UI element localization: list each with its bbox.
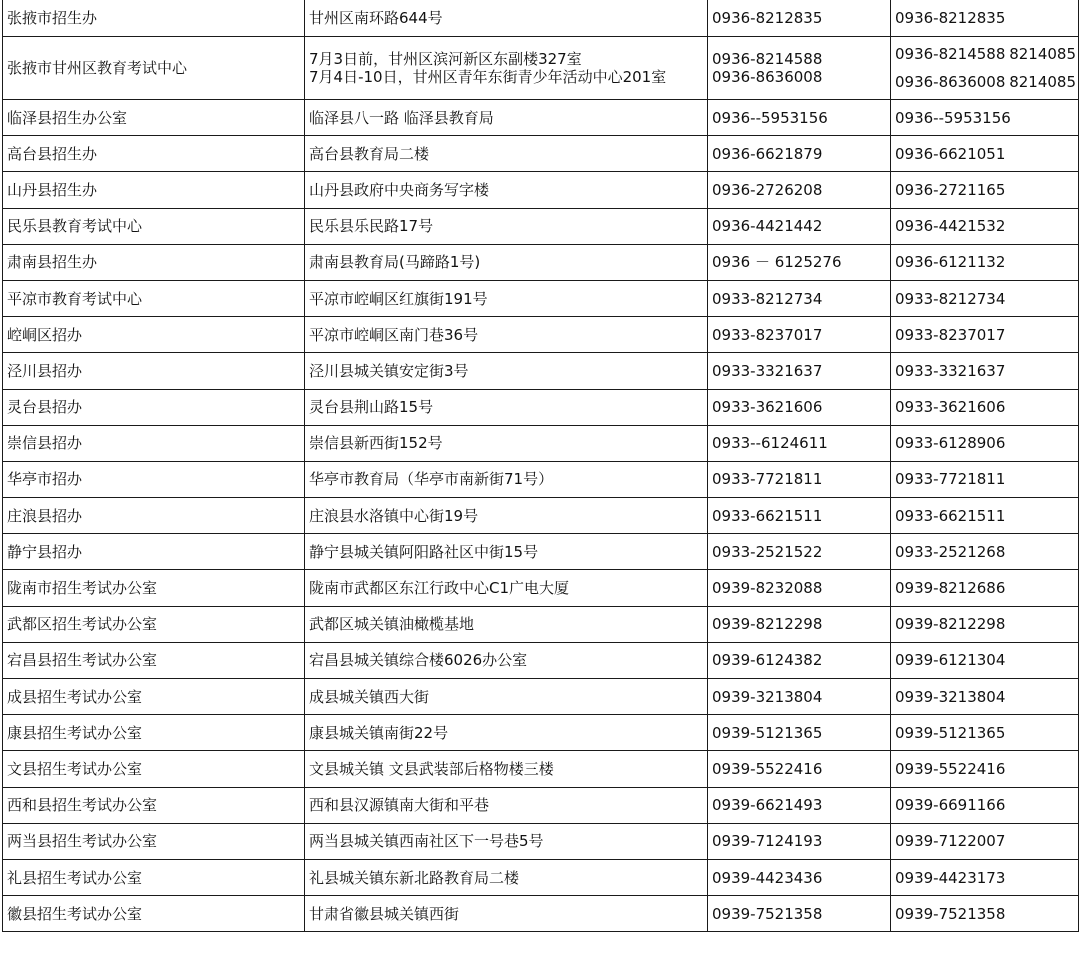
phone-fax-cell: 0939-5522416 bbox=[891, 751, 1079, 787]
phone-line: 0936-8636008 bbox=[712, 68, 823, 86]
address-cell: 成县城关镇西大街 bbox=[305, 679, 708, 715]
table-row bbox=[3, 679, 1079, 715]
phone-fax-cell: 0939-4423173 bbox=[891, 859, 1079, 895]
phone-cell: 0933-8212734 bbox=[708, 280, 891, 316]
table-row bbox=[3, 896, 1079, 932]
table-row bbox=[3, 100, 1079, 136]
address-cell: 甘肃省徽县城关镇西街 bbox=[305, 896, 708, 932]
phone-cell: 0939-5522416 bbox=[708, 751, 891, 787]
phone-cell: 0939-7124193 bbox=[708, 823, 891, 859]
table-row bbox=[3, 642, 1079, 678]
office-name-cell: 康县招生考试办公室 bbox=[3, 715, 305, 751]
address-cell: 崇信县新西街152号 bbox=[305, 425, 708, 461]
address-cell: 山丹县政府中央商务写字楼 bbox=[305, 172, 708, 208]
address-cell: 平凉市崆峒区红旗街191号 bbox=[305, 280, 708, 316]
table-row bbox=[3, 715, 1079, 751]
address-cell: 泾川县城关镇安定街3号 bbox=[305, 353, 708, 389]
phone-fax-cell: 0939-8212298 bbox=[891, 606, 1079, 642]
table-row bbox=[3, 389, 1079, 425]
phone-cell: 0933-3321637 bbox=[708, 353, 891, 389]
phone-extension: 8214085 bbox=[1009, 73, 1076, 91]
phone-fax-cell: 0933-3321637 bbox=[891, 353, 1079, 389]
phone-fax-cell: 0936-6621051 bbox=[891, 136, 1079, 172]
table-row bbox=[3, 0, 1079, 37]
address-cell: 临泽县八一路 临泽县教育局 bbox=[305, 100, 708, 136]
office-name-cell: 庄浪县招办 bbox=[3, 498, 305, 534]
table-row bbox=[3, 787, 1079, 823]
phone-cell: 0939-4423436 bbox=[708, 859, 891, 895]
address-cell: 高台县教育局二楼 bbox=[305, 136, 708, 172]
address-cell: 肃南县教育局(马蹄路1号) bbox=[305, 244, 708, 280]
phone-cell: 0939-6621493 bbox=[708, 787, 891, 823]
phone-cell bbox=[708, 37, 891, 100]
phone-fax-line bbox=[895, 45, 1078, 63]
office-name-cell: 华亭市招办 bbox=[3, 461, 305, 497]
table-row bbox=[3, 751, 1079, 787]
office-name-cell: 崇信县招办 bbox=[3, 425, 305, 461]
address-cell: 康县城关镇南街22号 bbox=[305, 715, 708, 751]
office-name-cell: 崆峒区招办 bbox=[3, 317, 305, 353]
phone-cell: 0936--5953156 bbox=[708, 100, 891, 136]
office-name-cell: 高台县招生办 bbox=[3, 136, 305, 172]
phone-fax-line bbox=[895, 73, 1078, 91]
phone-fax-cell: 0933-7721811 bbox=[891, 461, 1079, 497]
phone-fax-cell: 0933-2521268 bbox=[891, 534, 1079, 570]
phone-cell: 0936-6621879 bbox=[708, 136, 891, 172]
phone-fax-cell: 0936-4421532 bbox=[891, 208, 1079, 244]
office-name-cell: 西和县招生考试办公室 bbox=[3, 787, 305, 823]
phone-line: 0936-8214588 bbox=[712, 50, 823, 68]
office-name-cell: 静宁县招办 bbox=[3, 534, 305, 570]
phone-fax-cell: 0939-6691166 bbox=[891, 787, 1079, 823]
office-name-cell: 两当县招生考试办公室 bbox=[3, 823, 305, 859]
phone-fax-cell: 0936--5953156 bbox=[891, 100, 1079, 136]
phone-fax-cell bbox=[891, 37, 1079, 100]
office-name-cell: 灵台县招办 bbox=[3, 389, 305, 425]
address-line: 7月3日前，甘州区滨河新区东副楼327室 bbox=[309, 50, 582, 68]
phone-fax-cell: 0936-2721165 bbox=[891, 172, 1079, 208]
phone-fax-cell: 0933-8237017 bbox=[891, 317, 1079, 353]
phone-fax-cell: 0939-3213804 bbox=[891, 679, 1079, 715]
address-cell: 西和县汉源镇南大街和平巷 bbox=[305, 787, 708, 823]
office-name-cell: 山丹县招生办 bbox=[3, 172, 305, 208]
phone-cell: 0933-2521522 bbox=[708, 534, 891, 570]
office-name-cell: 民乐县教育考试中心 bbox=[3, 208, 305, 244]
table-row bbox=[3, 244, 1079, 280]
phone-number: 0936-8636008 bbox=[895, 73, 1006, 91]
phone-extension: 8214085 bbox=[1009, 45, 1076, 63]
phone-cell: 0939-3213804 bbox=[708, 679, 891, 715]
phone-fax-cell: 0939-7122007 bbox=[891, 823, 1079, 859]
office-name-cell: 张掖市甘州区教育考试中心 bbox=[3, 37, 305, 100]
address-cell: 文县城关镇 文县武装部后格物楼三楼 bbox=[305, 751, 708, 787]
office-name-cell: 成县招生考试办公室 bbox=[3, 679, 305, 715]
phone-fax-cell: 0939-7521358 bbox=[891, 896, 1079, 932]
phone-cell: 0933--6124611 bbox=[708, 425, 891, 461]
phone-fax-cell: 0936-8212835 bbox=[891, 0, 1079, 37]
address-cell: 静宁县城关镇阿阳路社区中街15号 bbox=[305, 534, 708, 570]
table-row bbox=[3, 172, 1079, 208]
phone-fax-cell: 0939-8212686 bbox=[891, 570, 1079, 606]
phone-cell: 0939-6124382 bbox=[708, 642, 891, 678]
address-cell: 平凉市崆峒区南门巷36号 bbox=[305, 317, 708, 353]
office-name-cell: 临泽县招生办公室 bbox=[3, 100, 305, 136]
phone-cell: 0939-7521358 bbox=[708, 896, 891, 932]
table-row bbox=[3, 425, 1079, 461]
office-name-cell: 肃南县招生办 bbox=[3, 244, 305, 280]
address-cell bbox=[305, 37, 708, 100]
phone-cell: 0933-7721811 bbox=[708, 461, 891, 497]
address-cell: 两当县城关镇西南社区下一号巷5号 bbox=[305, 823, 708, 859]
office-name-cell: 武都区招生考试办公室 bbox=[3, 606, 305, 642]
address-cell: 陇南市武都区东江行政中心C1广电大厦 bbox=[305, 570, 708, 606]
exam-office-contact-table bbox=[2, 0, 1079, 932]
phone-number: 0936-8214588 bbox=[895, 45, 1006, 63]
phone-cell: 0933-3621606 bbox=[708, 389, 891, 425]
table-row bbox=[3, 208, 1079, 244]
address-cell: 武都区城关镇油橄榄基地 bbox=[305, 606, 708, 642]
phone-fax-cell: 0939-6121304 bbox=[891, 642, 1079, 678]
phone-fax-cell: 0933-8212734 bbox=[891, 280, 1079, 316]
table-row bbox=[3, 534, 1079, 570]
phone-cell: 0936-2726208 bbox=[708, 172, 891, 208]
phone-fax-cell: 0933-6621511 bbox=[891, 498, 1079, 534]
address-cell: 华亭市教育局（华亭市南新街71号） bbox=[305, 461, 708, 497]
table-row bbox=[3, 570, 1079, 606]
office-name-cell: 宕昌县招生考试办公室 bbox=[3, 642, 305, 678]
phone-cell: 0936-4421442 bbox=[708, 208, 891, 244]
phone-cell: 0939-8212298 bbox=[708, 606, 891, 642]
phone-cell: 0939-8232088 bbox=[708, 570, 891, 606]
address-cell: 庄浪县水洛镇中心街19号 bbox=[305, 498, 708, 534]
table-row bbox=[3, 317, 1079, 353]
phone-fax-cell: 0936-6121132 bbox=[891, 244, 1079, 280]
address-cell: 甘州区南环路644号 bbox=[305, 0, 708, 37]
phone-cell: 0933-8237017 bbox=[708, 317, 891, 353]
table-row bbox=[3, 461, 1079, 497]
table-row bbox=[3, 606, 1079, 642]
office-name-cell: 礼县招生考试办公室 bbox=[3, 859, 305, 895]
table-row bbox=[3, 280, 1079, 316]
table-row bbox=[3, 823, 1079, 859]
phone-fax-cell: 0939-5121365 bbox=[891, 715, 1079, 751]
table-row bbox=[3, 37, 1079, 100]
address-line: 7月4日-10日，甘州区青年东街青少年活动中心201室 bbox=[309, 68, 667, 86]
phone-cell: 0939-5121365 bbox=[708, 715, 891, 751]
phone-fax-cell: 0933-6128906 bbox=[891, 425, 1079, 461]
phone-fax-cell: 0933-3621606 bbox=[891, 389, 1079, 425]
address-cell: 民乐县乐民路17号 bbox=[305, 208, 708, 244]
office-name-cell: 徽县招生考试办公室 bbox=[3, 896, 305, 932]
office-name-cell: 陇南市招生考试办公室 bbox=[3, 570, 305, 606]
phone-cell: 0936 － 6125276 bbox=[708, 244, 891, 280]
phone-cell: 0936-8212835 bbox=[708, 0, 891, 37]
address-cell: 礼县城关镇东新北路教育局二楼 bbox=[305, 859, 708, 895]
office-name-cell: 文县招生考试办公室 bbox=[3, 751, 305, 787]
table-row bbox=[3, 136, 1079, 172]
phone-cell: 0933-6621511 bbox=[708, 498, 891, 534]
table-row bbox=[3, 353, 1079, 389]
office-name-cell: 平凉市教育考试中心 bbox=[3, 280, 305, 316]
table-row bbox=[3, 859, 1079, 895]
office-name-cell: 泾川县招办 bbox=[3, 353, 305, 389]
table-row bbox=[3, 498, 1079, 534]
address-cell: 灵台县荆山路15号 bbox=[305, 389, 708, 425]
office-name-cell: 张掖市招生办 bbox=[3, 0, 305, 37]
address-cell: 宕昌县城关镇综合楼6026办公室 bbox=[305, 642, 708, 678]
